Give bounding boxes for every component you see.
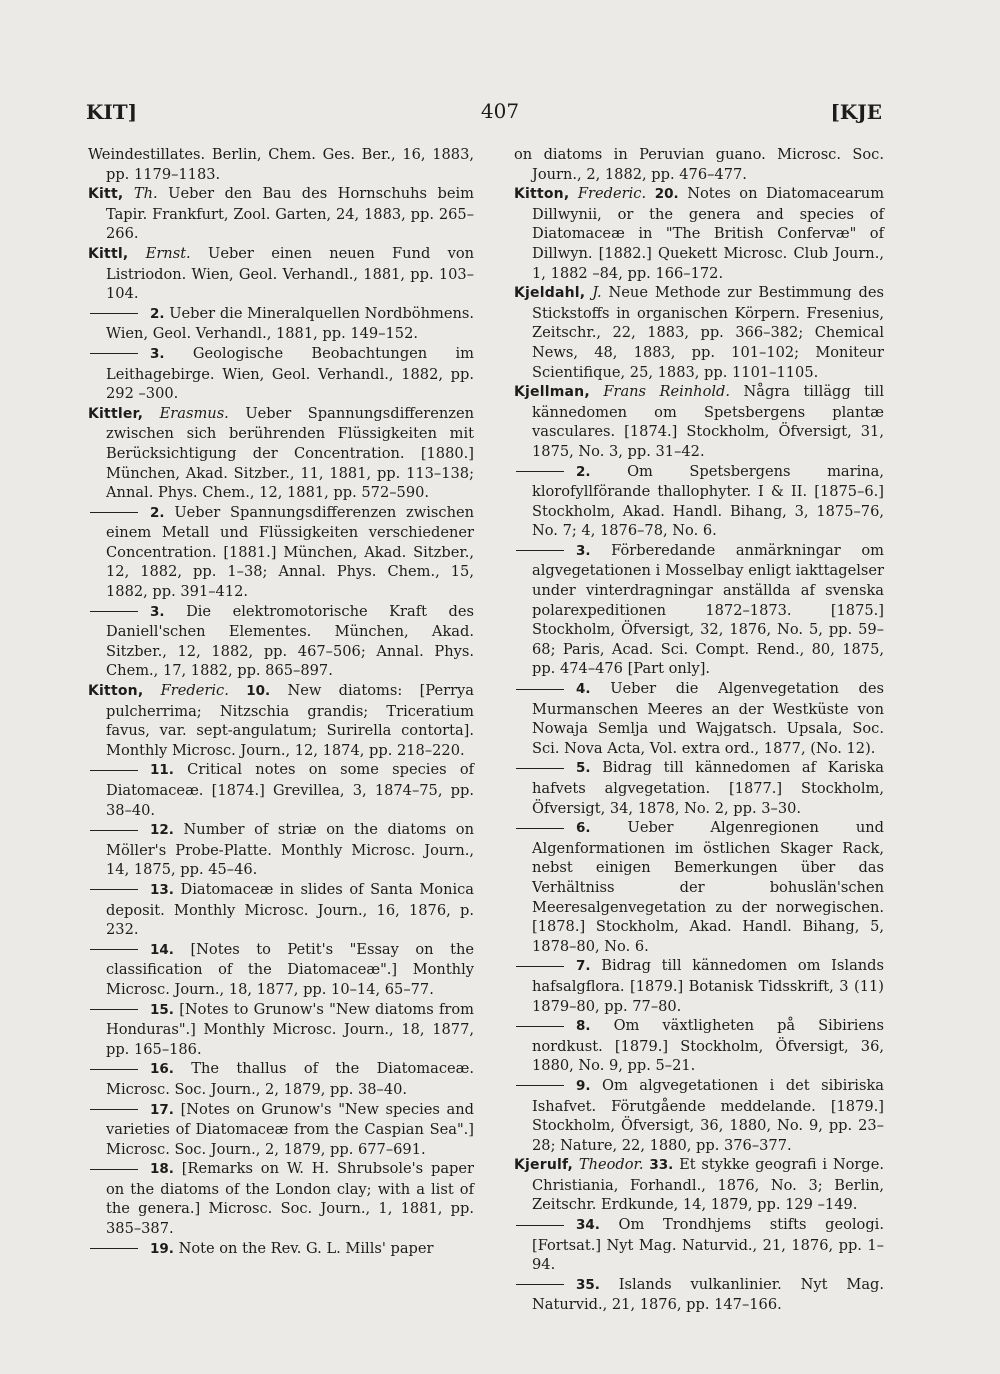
bibliography-entry — [88, 244, 474, 304]
bibliography-entry — [88, 1159, 474, 1238]
entry-number: 8. — [576, 1018, 591, 1035]
entry-text: Om Trondhjems stifts geologi. [Fortsat.] Nyt Mag. Naturvid., 21, 1876, pp. 1–94. — [532, 1216, 884, 1274]
entry-text: Geologische Beobachtungen im Leithagebirge. Wien, Geol. Verhandl., 1882, pp. 292 –300. — [106, 344, 475, 403]
entry-number: 35. — [576, 1276, 600, 1293]
author-name: Kitton, — [514, 186, 570, 203]
ditto-rule — [90, 949, 138, 950]
ditto-rule — [90, 1248, 138, 1249]
entry-text: Weindestillates. Berlin, Chem. Ges. Ber., 16, 1883, pp. 1179–1183. — [88, 146, 474, 183]
entry-number: 9. — [576, 1077, 591, 1094]
entry-text: Förberedande anmärkningar om algvegetationen i Mosselbay enligt iakttagelser under vinterdragningar anställda af svenska polarexpeditionen 1872–1873. [1875.] Stockholm, Öfversigt, 32, 1876, No. 5, pp. 59–68; Paris, Acad. Sci. Compt. Rend., 80, 1875, pp. 474–476 [Part only]. — [532, 541, 885, 678]
bibliography-entry — [88, 145, 474, 184]
entry-number: 16. — [150, 1061, 174, 1078]
entry-number: 12. — [150, 822, 174, 839]
bibliography-entry — [88, 681, 474, 760]
entry-text: Ueber den Bau des Hornschuhs beim Tapir. Frankfurt, Zool. Garten, 24, 1883, pp. 265–266. — [106, 185, 475, 243]
author-given-name: Erasmus. — [159, 404, 229, 422]
entry-number: 3. — [150, 345, 165, 362]
bibliography-entry — [88, 1239, 474, 1260]
entry-text: Islands vulkanlinier. Nyt Mag. Naturvid., 21, 1876, pp. 147–166. — [532, 1275, 885, 1314]
entry-text: Om växtligheten på Sibiriens nordkust. [1879.] Stockholm, Öfversigt, 36, 1880, No. 9, pp. 5–21. — [532, 1017, 884, 1075]
ditto-rule — [90, 611, 138, 612]
ditto-rule — [516, 828, 564, 829]
ditto-rule — [516, 1225, 564, 1226]
entry-text: Bidrag till kännedomen om Islands hafsalgflora. [1879.] Botanisk Tidsskrift, 3 (11) 1879–80, pp. 77–80. — [532, 957, 885, 1015]
bibliography-entry — [514, 1275, 884, 1315]
entry-text: Bidrag till kännedomen af Kariska hafvets algvegetation. [1877.] Stockholm, Öfversigt, 34, 1878, No. 2, pp. 3–30. — [532, 759, 884, 817]
entry-number: 19. — [150, 1240, 174, 1257]
bibliography-entry — [514, 382, 884, 461]
ditto-rule — [90, 770, 138, 771]
ditto-rule — [90, 353, 138, 354]
bibliography-entry — [514, 1215, 884, 1275]
entry-text: Om Spetsbergens marina, klorofyllförande thallophyter. I & II. [1875–6.] Stockholm, Akad. Handl. Bihang, 3, 1875–76, No. 7; 4, 1876–78, No. 6. — [532, 462, 884, 540]
author-given-name: Theodor. — [578, 1156, 644, 1174]
entry-number: 20. — [654, 186, 679, 203]
entry-number: 3. — [576, 542, 591, 559]
bibliography-entry — [514, 1076, 884, 1155]
entry-number: 6. — [576, 820, 591, 837]
author-given-name: Frederic. — [577, 185, 647, 203]
ditto-rule — [516, 1284, 564, 1285]
entry-number: 3. — [150, 603, 165, 620]
entry-text: [Notes to Petit's "Essay on the classification of the Diatomaceæ".] Monthly Microsc. Journ., 18, 1877, pp. 10–14, 65–77. — [106, 940, 474, 998]
entry-number: 10. — [246, 683, 271, 700]
entry-text: Die elektromotorische Kraft des Daniell'schen Elementes. München, Akad. Sitzber., 12, 1882, pp. 467–506; Annal. Phys. Chem., 17, 1882, pp. 865–897. — [106, 602, 474, 680]
ditto-rule — [516, 689, 564, 690]
bibliography-entry — [88, 1100, 474, 1160]
entry-number: 34. — [576, 1217, 600, 1234]
bibliography-entry — [88, 344, 474, 404]
page-number: 407 — [480, 99, 520, 123]
entry-number: 2. — [150, 504, 165, 521]
author-name: Kitton, — [88, 683, 144, 700]
ditto-rule — [516, 471, 564, 472]
ditto-rule — [90, 830, 138, 831]
entry-text: [Remarks on W. H. Shrubsole's paper on the diatoms of the London clay; with a list of the genera.] Microsc. Soc. Journ., 1, 1881, pp. 385–387. — [106, 1160, 474, 1238]
entry-text: Notes on Diatomacearum Dillwynii, or the genera and species of Diatomaceæ in "The British Confervæ" of Dillwyn. [1882.] Quekett Microsc. Club Journ., 1, 1882 –84, pp. 166–172. — [532, 185, 885, 282]
author-name: Kjellman, — [514, 384, 590, 401]
entry-text: Diatomaceæ in slides of Santa Monica deposit. Monthly Microsc. Journ., 16, 1876, p. 232. — [106, 880, 475, 939]
entry-text: Ueber Spannungsdifferenzen zwischen einem Metall und Flüssigkeiten verschiedener Concentration. [1881.] München, Akad. Sitzber., 12, 1882, pp. 1–38; Annal. Phys. Chem., 15, 1882, pp. 391–412. — [106, 503, 474, 601]
bibliography-entry — [514, 184, 884, 283]
ditto-rule — [516, 1026, 564, 1027]
entry-number: 2. — [576, 463, 591, 480]
bibliography-entry — [514, 541, 884, 679]
bibliography-entry — [514, 145, 884, 184]
entry-text: Neue Methode zur Bestimmung des Stickstoffs in organischen Körpern. Fresenius, Zeitschr., 22, 1883, pp. 366–382; Chemical News, 48, 1883, pp. 101–102; Moniteur Scientifique, 25, 1883, pp. 1101–1105. — [532, 284, 885, 381]
bibliography-entry — [514, 462, 884, 541]
entry-text: Ueber die Algenvegetation des Murmanschen Meeres an der Westküste von Nowaja Semlja und Wajgatsch. Upsala, Soc. Sci. Nova Acta, Vol. extra ord., 1877, (No. 12). — [532, 680, 884, 757]
author-name: Kittler, — [88, 405, 144, 422]
bibliography-entry — [88, 880, 474, 940]
ditto-rule — [90, 889, 138, 890]
bibliography-entry — [514, 818, 884, 956]
bibliography-entry — [88, 304, 474, 344]
entry-number: 13. — [150, 881, 174, 898]
entry-number: 4. — [576, 681, 591, 698]
bibliography-entry — [88, 184, 474, 244]
running-head-left: KIT] — [86, 100, 138, 124]
bibliography-entry — [514, 679, 884, 758]
entry-text: [Notes on Grunow's "New species and varieties of Diatomaceæ from the Caspian Sea".] Microsc. Soc. Journ., 2, 1879, pp. 677–691. — [106, 1100, 475, 1158]
author-given-name: Ernst. — [145, 244, 191, 262]
ditto-rule — [90, 1109, 138, 1110]
bibliography-entry — [88, 404, 474, 503]
entry-text: Ueber Algenregionen und Algenformationen im östlichen Skager Rack, nebst einigen Bemerkungen über das Verhältniss der bohuslän'schen Meeresalgenvegetation zu der norwegischen. [1878.] Stockholm, Akad. Handl. Bihang, 5, 1878–80, No. 6. — [532, 819, 884, 955]
entry-number: 15. — [150, 1001, 174, 1018]
bibliography-entry — [88, 1000, 474, 1060]
entry-text: Om algvegetationen i det sibiriska Ishafvet. Förutgående meddelande. [1879.] Stockholm, Öfversigt, 36, 1880, No. 9, pp. 23–28; Nature, 22, 1880, pp. 376–377. — [532, 1076, 884, 1154]
bibliography-entry — [88, 1059, 474, 1099]
entry-number: 11. — [150, 762, 174, 779]
bibliography-entry — [88, 820, 474, 880]
entry-number: 18. — [150, 1161, 174, 1178]
left-column — [88, 145, 474, 1259]
author-name: Kjeldahl, — [514, 285, 586, 302]
entry-text: Ueber Spannungsdifferenzen zwischen sich berührenden Flüssigkeiten mit Berücksichtigung der Concentration. [1880.] München, Akad. Sitzber., 11, 1881, pp. 113–138; Annal. Phys. Chem., 12, 1881, pp. 572–590. — [106, 404, 475, 502]
author-given-name: J. — [592, 284, 602, 302]
ditto-rule — [516, 1085, 564, 1086]
entry-number: 14. — [150, 941, 174, 958]
entry-text: Et stykke geografi i Norge. Christiania, Forhandl., 1876, No. 3; Berlin, Zeitschr. Erdkunde, 14, 1879, pp. 129 –149. — [532, 1156, 885, 1214]
author-name: Kittl, — [88, 245, 129, 262]
entry-number: 33. — [649, 1157, 674, 1174]
author-given-name: Frederic. — [160, 682, 229, 700]
ditto-rule — [90, 1069, 138, 1070]
entry-number: 7. — [576, 958, 591, 975]
entry-text: New diatoms: [Perrya pulcherrima; Nitzschia grandis; Triceratium favus, var. sept-angulatum; Surirella contorta]. Monthly Microsc. Journ., 12, 1874, pp. 218–220. — [106, 682, 474, 759]
entry-text: on diatoms in Peruvian guano. Microsc. Soc. Journ., 2, 1882, pp. 476–477. — [514, 146, 884, 183]
bibliography-entry — [514, 956, 884, 1016]
entry-number: 17. — [150, 1101, 174, 1118]
entry-text: Ueber einen neuen Fund von Listriodon. Wien, Geol. Verhandl., 1881, pp. 103–104. — [106, 244, 475, 303]
author-name: Kitt, — [88, 186, 124, 203]
bibliography-entry — [88, 760, 474, 820]
entry-text: Ueber die Mineralquellen Nordböhmens. Wien, Geol. Verhandl., 1881, pp. 149–152. — [106, 304, 474, 343]
ditto-rule — [90, 313, 138, 314]
author-name: Kjerulf, — [514, 1157, 574, 1174]
entry-text: [Notes to Grunow's "New diatoms from Honduras".] Monthly Microsc. Journ., 18, 1877, pp. 165–186. — [106, 1000, 474, 1058]
bibliography-entry — [514, 1155, 884, 1215]
bibliography-entry — [514, 283, 884, 382]
entry-text: Critical notes on some species of Diatomaceæ. [1874.] Grevillea, 3, 1874–75, pp. 38–40. — [106, 761, 475, 819]
bibliography-entry — [514, 758, 884, 818]
entry-text: Number of striæ on the diatoms on Möller's Probe-Platte. Monthly Microsc. Journ., 14, 1875, pp. 45–46. — [106, 821, 474, 879]
bibliography-entry — [88, 503, 474, 602]
author-given-name: Frans Reinhold. — [603, 383, 731, 401]
ditto-rule — [516, 966, 564, 967]
entry-number: 5. — [576, 760, 591, 777]
running-head-right: [KJE — [830, 100, 882, 124]
right-column — [514, 145, 884, 1315]
entry-number: 2. — [150, 305, 165, 322]
entry-text: Note on the Rev. G. L. Mills' paper — [178, 1239, 434, 1257]
ditto-rule — [516, 550, 564, 551]
ditto-rule — [90, 1169, 138, 1170]
bibliography-entry — [88, 602, 474, 681]
author-given-name: Th. — [133, 185, 158, 203]
ditto-rule — [90, 1009, 138, 1010]
entry-text: The thallus of the Diatomaceæ. Microsc. Soc. Journ., 2, 1879, pp. 38–40. — [106, 1060, 474, 1098]
entry-text: Några tillägg till kännedomen om Spetsbergens plantæ vasculares. [1874.] Stockholm, Öfversigt, 31, 1875, No. 3, pp. 31–42. — [532, 383, 885, 460]
ditto-rule — [90, 512, 138, 513]
ditto-rule — [516, 768, 564, 769]
bibliography-entry — [514, 1016, 884, 1076]
bibliography-entry — [88, 940, 474, 1000]
